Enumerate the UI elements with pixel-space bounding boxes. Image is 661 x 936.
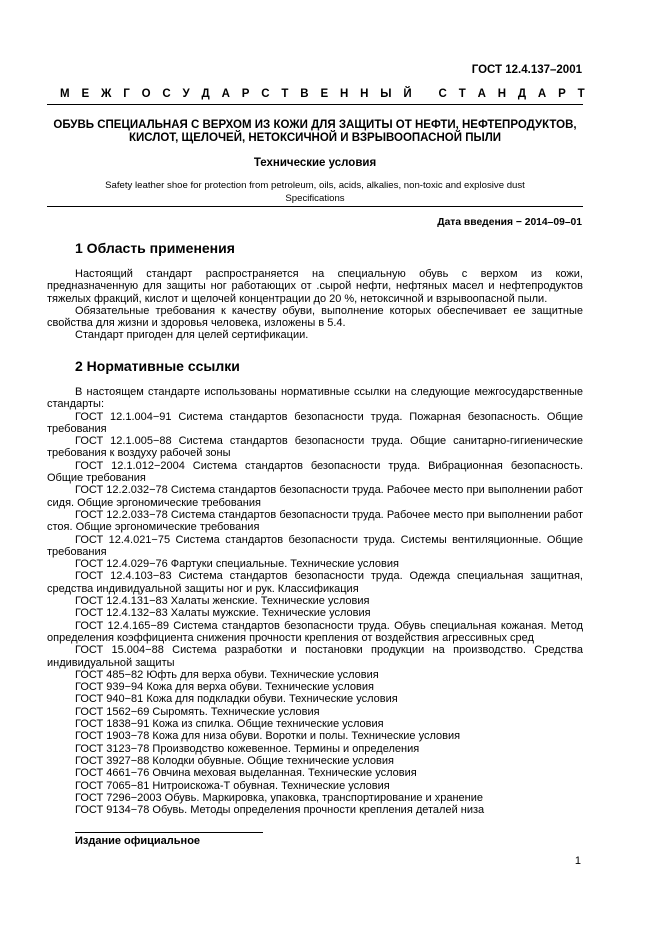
banner-letter: Н <box>360 88 369 100</box>
banner-letter: Г <box>123 88 130 100</box>
section-1-body <box>47 268 583 342</box>
section-1-heading: 1 Область применения <box>75 240 235 256</box>
reference-item: ГОСТ 3927−88 Колодки обувные. Общие технические условия <box>75 754 394 767</box>
banner-letter: Т <box>458 88 466 100</box>
reference-item: ГОСТ 9134−78 Обувь. Методы определения прочности крепления деталей низа <box>75 804 485 817</box>
footer-rule <box>75 832 263 833</box>
banner-letter: А <box>221 88 230 100</box>
spec-subtitle: Технические условия <box>253 157 377 169</box>
reference-item: ГОСТ 7296−2003 Обувь. Маркировка, упаковка, транспортирование и хранение <box>75 791 483 804</box>
banner-letter: Т <box>577 88 585 100</box>
reference-item: ГОСТ 12.4.021−75 Система стандартов безопасности труда. Системы вентиляционные. Общие требования <box>47 533 583 558</box>
reference-item: ГОСТ 12.2.033−78 Система стандартов безопасности труда. Рабочее место при выполнении работ стоя. Общие эргономические требования <box>47 508 583 534</box>
reference-item: ГОСТ 12.1.004−91 Система стандартов безопасности труда. Пожарная безопасность. Общие требования <box>47 410 583 435</box>
intro-date: Дата введения − 2014–09–01 <box>437 217 582 228</box>
banner-letter: Т <box>281 88 289 100</box>
reference-item: ГОСТ 939−94 Кожа для верха обуви. Технические условия <box>75 681 374 694</box>
banner-letter: Й <box>403 88 412 100</box>
banner-letter: Е <box>320 88 329 100</box>
banner-letter: Н <box>497 88 507 100</box>
title-rule <box>47 206 583 207</box>
reference-item: ГОСТ 12.1.005−88 Система стандартов безопасности труда. Общие санитарно-гигиенические требования к воздуху рабочей зоны <box>47 435 583 460</box>
english-title-line: Specifications <box>285 192 345 204</box>
reference-item: ГОСТ 12.4.103−83 Система стандартов безопасности труда. Одежда специальная защитная, средства индивидуальной защиты ног и рук. Классификация <box>47 570 583 595</box>
section-2-body <box>47 386 583 816</box>
reference-item: ГОСТ 12.2.032−78 Система стандартов безопасности труда. Рабочее место при выполнении работ сидя. Общие эргономические требования <box>47 484 583 509</box>
banner-letter: Д <box>517 88 527 100</box>
banner-gap <box>423 88 426 100</box>
banner-letter: У <box>182 88 190 100</box>
title-line: КИСЛОТ, ЩЕЛОЧЕЙ, НЕТОКСИЧНОЙ И ВЗРЫВООПАСНОЙ ПЫЛИ <box>128 132 502 144</box>
banner-letter: Ж <box>100 88 112 100</box>
banner-letter: Р <box>558 88 566 100</box>
reference-item: ГОСТ 7065−81 Нитроискожа-Т обувная. Технические условия <box>75 779 390 792</box>
banner-letter: С <box>162 88 171 100</box>
banner-letter: М <box>60 88 70 100</box>
reference-item: ГОСТ 1838−91 Кожа из спилка. Общие технические условия <box>75 718 384 731</box>
header-rule <box>47 104 583 105</box>
english-title-line: Safety leather shoe for protection from petroleum, oils, acids, alkalies, non-toxic and explosive dust <box>105 180 525 191</box>
gost-code: ГОСТ 12.4.137–2001 <box>471 64 582 76</box>
banner-letter: А <box>477 88 486 100</box>
banner-letter: В <box>300 88 309 100</box>
banner-letter: Ы <box>380 88 392 100</box>
interstate-standard-banner <box>60 88 585 100</box>
paragraph: Стандарт пригоден для целей сертификации. <box>75 329 309 342</box>
paragraph: Настоящий стандарт распространяется на специальную обувь с верхом из кожи, предназначенную для защиты ног работающих от .сырой нефти, нефтяных масел и нефтепродуктов тяжелых фракций, кислот и щелочей концентрации до 20 %, нетоксичной и взрывоопасной пыли. <box>47 268 583 305</box>
reference-item: ГОСТ 12.1.012−2004 Система стандартов безопасности труда. Вибрационная безопасность. Общие требования <box>47 459 583 485</box>
banner-letter: Р <box>241 88 250 100</box>
banner-letter: Д <box>201 88 210 100</box>
reference-item: ГОСТ 940−81 Кожа для подкладки обуви. Технические условия <box>75 693 398 706</box>
reference-item: ГОСТ 12.4.029−76 Фартуки специальные. Технические условия <box>75 558 399 571</box>
reference-item: ГОСТ 485−82 Юфть для верха обуви. Технические условия <box>75 668 379 681</box>
banner-letter: С <box>438 88 447 100</box>
reference-item: ГОСТ 15.004−88 Система разработки и постановки продукции на производство. Средства индивидуальной защиты <box>47 644 583 669</box>
reference-item: ГОСТ 4661−76 Овчина меховая выделанная. Технические условия <box>75 767 417 780</box>
paragraph: Обязательные требования к качеству обуви, выполнение которых обеспечивает ее защитные свойства для жизни и здоровья человека, изложены в 5.4. <box>47 304 583 330</box>
banner-letter: А <box>537 88 547 100</box>
document-title <box>47 119 583 145</box>
reference-item: ГОСТ 12.4.132−83 Халаты мужские. Технические условия <box>75 607 371 620</box>
paragraph: В настоящем стандарте использованы нормативные ссылки на следующие межгосударственные стандарты: <box>47 386 583 411</box>
banner-letter: Е <box>81 88 90 100</box>
banner-letter: Н <box>339 88 349 100</box>
reference-item: ГОСТ 12.4.165−89 Система стандартов безопасности труда. Обувь специальная кожаная. Метод определения коэффициента снижения прочности крепления от воздействия агрессивных сред <box>47 619 583 644</box>
reference-item: ГОСТ 12.4.131−83 Халаты женские. Технические условия <box>75 595 370 608</box>
reference-item: ГОСТ 1903−78 Кожа для низа обуви. Воротки и полы. Технические условия <box>75 730 461 743</box>
banner-letter: С <box>261 88 270 100</box>
english-title <box>47 180 583 205</box>
title-line: ОБУВЬ СПЕЦИАЛЬНАЯ С ВЕРХОМ ИЗ КОЖИ ДЛЯ ЗАЩИТЫ ОТ НЕФТИ, НЕФТЕПРОДУКТОВ, <box>53 119 577 131</box>
reference-item: ГОСТ 1562−69 Сыромять. Технические условия <box>75 705 320 718</box>
section-2-heading: 2 Нормативные ссылки <box>75 358 240 374</box>
reference-item: ГОСТ 3123−78 Производство кожевенное. Термины и определения <box>75 742 420 755</box>
banner-letter: О <box>141 88 151 100</box>
page-number: 1 <box>574 855 581 867</box>
official-edition-label: Издание официальное <box>75 835 201 847</box>
